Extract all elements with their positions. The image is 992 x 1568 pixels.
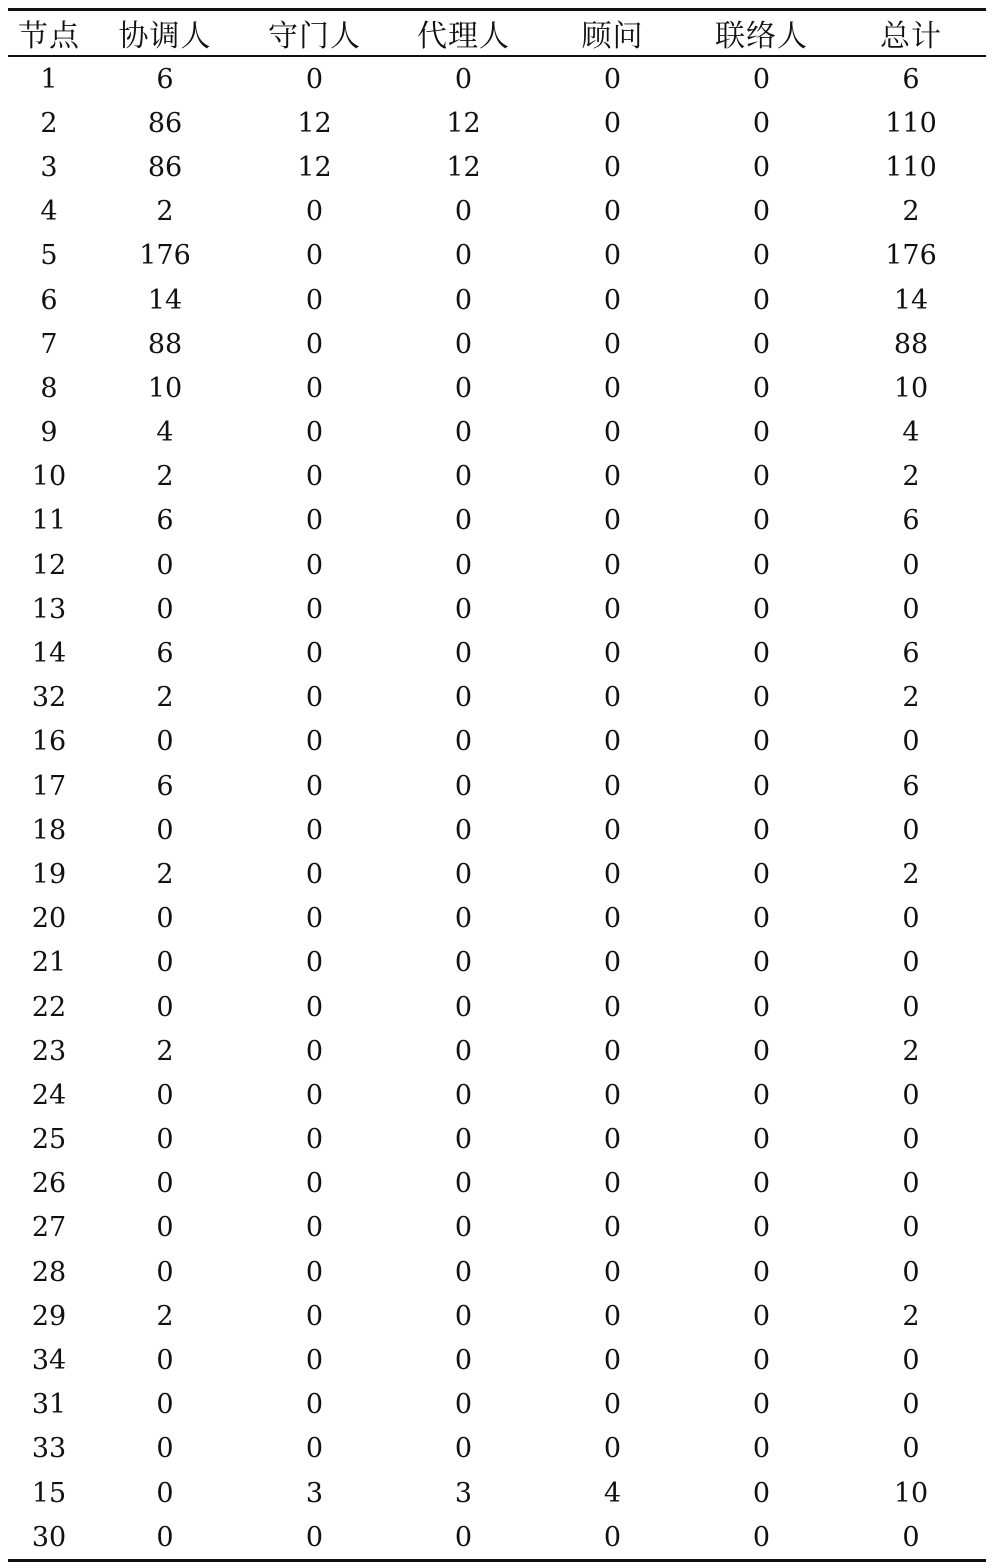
cell-consultant: 0 [603,1433,622,1465]
cell-consultant: 0 [603,638,622,670]
cell-total: 14 [893,284,929,316]
cell-gatekeeper: 0 [305,284,324,316]
cell-node: 17 [31,770,67,802]
table-row [8,1029,986,1073]
cell-total: 0 [902,1168,920,1200]
cell-gatekeeper: 0 [305,858,324,890]
cell-representative: 0 [454,284,473,316]
cell-total: 0 [902,1124,920,1156]
cell-consultant: 0 [603,549,622,581]
cell-gatekeeper: 0 [305,947,324,979]
cell-total: 176 [885,240,937,272]
cell-consultant: 0 [603,903,622,935]
cell-gatekeeper: 0 [305,1345,324,1377]
cell-node: 21 [31,947,67,979]
table-row [8,1073,986,1117]
cell-node: 27 [31,1212,67,1244]
cell-liaison: 0 [752,1256,771,1288]
cell-total: 6 [902,638,920,670]
cell-representative: 0 [454,947,473,979]
cell-node: 25 [31,1124,67,1156]
table-row [8,322,986,366]
cell-node: 15 [31,1477,67,1509]
cell-coordinator: 0 [156,1521,174,1553]
cell-node: 12 [31,549,67,581]
table-row [8,1471,986,1515]
cell-liaison: 0 [752,947,771,979]
cell-total: 0 [902,947,920,979]
cell-coordinator: 0 [156,1212,174,1244]
cell-total: 2 [902,1035,920,1067]
cell-liaison: 0 [752,903,771,935]
cell-coordinator: 86 [147,151,183,183]
cell-coordinator: 4 [156,417,174,449]
cell-representative: 0 [454,682,473,714]
cell-consultant: 0 [603,1124,622,1156]
cell-representative: 0 [454,417,473,449]
cell-gatekeeper: 0 [305,593,324,625]
cell-liaison: 0 [752,638,771,670]
cell-gatekeeper: 0 [305,991,324,1023]
table-row [8,145,986,189]
cell-consultant: 0 [603,372,622,404]
cell-liaison: 0 [752,1477,771,1509]
cell-total: 2 [902,461,920,493]
cell-gatekeeper: 0 [305,196,324,228]
header-representative: 代理人 [417,19,510,54]
cell-gatekeeper: 0 [305,903,324,935]
cell-liaison: 0 [752,107,771,139]
cell-liaison: 0 [752,284,771,316]
cell-gatekeeper: 0 [305,1124,324,1156]
cell-node: 22 [31,991,67,1023]
cell-coordinator: 0 [156,1124,174,1156]
cell-consultant: 0 [603,461,622,493]
cell-liaison: 0 [752,1300,771,1332]
cell-liaison: 0 [752,682,771,714]
cell-gatekeeper: 0 [305,1035,324,1067]
cell-consultant: 0 [603,1521,622,1553]
cell-liaison: 0 [752,461,771,493]
cell-coordinator: 6 [156,505,174,537]
cell-gatekeeper: 0 [305,1300,324,1332]
table-row [8,1427,986,1471]
cell-total: 0 [902,1521,920,1553]
cell-coordinator: 2 [156,461,174,493]
cell-node: 8 [40,372,58,404]
cell-gatekeeper: 0 [305,63,324,95]
cell-representative: 0 [454,726,473,758]
cell-total: 0 [902,726,920,758]
brokerage-role-table-container [8,8,986,1562]
cell-total: 0 [902,593,920,625]
cell-node: 28 [31,1256,67,1288]
table-row [8,587,986,631]
cell-total: 0 [902,1389,920,1421]
cell-liaison: 0 [752,328,771,360]
cell-total: 0 [902,991,920,1023]
header-liaison: 联络人 [715,19,808,54]
cell-total: 10 [893,372,929,404]
cell-coordinator: 6 [156,638,174,670]
cell-total: 2 [902,196,920,228]
cell-coordinator: 86 [147,107,183,139]
table-row [8,897,986,941]
cell-consultant: 0 [603,151,622,183]
cell-total: 0 [902,1079,920,1111]
cell-representative: 0 [454,991,473,1023]
cell-gatekeeper: 0 [305,328,324,360]
table-row [8,985,986,1029]
cell-representative: 0 [454,903,473,935]
table-row [8,1383,986,1427]
cell-total: 110 [885,107,937,139]
cell-coordinator: 0 [156,549,174,581]
cell-node: 26 [31,1168,67,1200]
cell-coordinator: 0 [156,1079,174,1111]
cell-liaison: 0 [752,1212,771,1244]
cell-node: 19 [31,858,67,890]
cell-coordinator: 0 [156,814,174,846]
cell-node: 4 [40,196,58,228]
cell-representative: 0 [454,505,473,537]
cell-node: 9 [40,417,58,449]
cell-representative: 0 [454,858,473,890]
cell-consultant: 0 [603,991,622,1023]
cell-coordinator: 14 [147,284,183,316]
table-row [8,455,986,499]
cell-representative: 0 [454,1212,473,1244]
table-row [8,1294,986,1338]
cell-liaison: 0 [752,770,771,802]
cell-gatekeeper: 0 [305,505,324,537]
cell-gatekeeper: 0 [305,240,324,272]
header-node: 节点 [18,19,80,54]
cell-representative: 0 [454,240,473,272]
cell-total: 0 [902,903,920,935]
cell-representative: 0 [454,196,473,228]
cell-liaison: 0 [752,1168,771,1200]
cell-node: 6 [40,284,58,316]
cell-node: 33 [31,1433,67,1465]
cell-liaison: 0 [752,63,771,95]
cell-representative: 0 [454,1168,473,1200]
table-row [8,941,986,985]
cell-total: 2 [902,682,920,714]
cell-gatekeeper: 12 [297,151,332,183]
cell-coordinator: 0 [156,726,174,758]
cell-coordinator: 0 [156,1256,174,1288]
cell-consultant: 0 [603,328,622,360]
cell-consultant: 0 [603,417,622,449]
cell-consultant: 0 [603,858,622,890]
cell-gatekeeper: 0 [305,726,324,758]
header-total: 总计 [880,19,942,54]
cell-liaison: 0 [752,1389,771,1421]
cell-total: 0 [902,1345,920,1377]
cell-node: 13 [31,593,67,625]
cell-consultant: 4 [603,1477,622,1509]
table-row [8,1162,986,1206]
cell-representative: 0 [454,1521,473,1553]
table-row [8,190,986,234]
header-consultant: 顾问 [581,19,644,54]
cell-consultant: 0 [603,196,622,228]
cell-gatekeeper: 0 [305,638,324,670]
table-header [8,10,986,57]
header-gatekeeper: 守门人 [268,19,361,54]
cell-gatekeeper: 0 [305,770,324,802]
cell-node: 1 [40,63,58,95]
table-row [8,764,986,808]
cell-node: 20 [31,903,67,935]
cell-consultant: 0 [603,63,622,95]
cell-gatekeeper: 0 [305,1256,324,1288]
cell-coordinator: 88 [147,328,183,360]
cell-coordinator: 0 [156,1389,174,1421]
cell-liaison: 0 [752,991,771,1023]
cell-coordinator: 0 [156,1433,174,1465]
cell-node: 16 [31,726,67,758]
cell-consultant: 0 [603,593,622,625]
cell-total: 4 [902,417,920,449]
cell-representative: 0 [454,1389,473,1421]
cell-representative: 0 [454,770,473,802]
cell-total: 2 [902,1300,920,1332]
cell-consultant: 0 [603,1389,622,1421]
table-row [8,278,986,322]
cell-liaison: 0 [752,1521,771,1553]
table-row [8,631,986,675]
header-coordinator: 协调人 [118,19,212,54]
cell-representative: 0 [454,461,473,493]
cell-representative: 3 [454,1477,473,1509]
cell-representative: 0 [454,1079,473,1111]
cell-node: 2 [40,107,58,139]
cell-consultant: 0 [603,1168,622,1200]
cell-liaison: 0 [752,549,771,581]
cell-representative: 0 [454,328,473,360]
cell-consultant: 0 [603,726,622,758]
cell-gatekeeper: 0 [305,682,324,714]
cell-gatekeeper: 0 [305,1433,324,1465]
table-row [8,234,986,278]
cell-consultant: 0 [603,1035,622,1067]
cell-consultant: 0 [603,284,622,316]
cell-node: 34 [31,1345,67,1377]
cell-node: 24 [31,1079,67,1111]
cell-coordinator: 0 [156,1477,174,1509]
cell-coordinator: 2 [156,858,174,890]
cell-liaison: 0 [752,1035,771,1067]
cell-gatekeeper: 0 [305,1079,324,1111]
table-row [8,720,986,764]
cell-consultant: 0 [603,770,622,802]
cell-node: 11 [31,505,67,537]
cell-total: 0 [902,549,920,581]
cell-representative: 0 [454,593,473,625]
table-row [8,499,986,543]
cell-gatekeeper: 0 [305,417,324,449]
table-row [8,1515,986,1561]
table-row [8,676,986,720]
cell-coordinator: 0 [156,903,174,935]
table-row [8,101,986,145]
cell-representative: 0 [454,372,473,404]
cell-liaison: 0 [752,1345,771,1377]
cell-node: 32 [31,682,67,714]
cell-representative: 0 [454,1256,473,1288]
cell-coordinator: 2 [156,1300,174,1332]
cell-consultant: 0 [603,814,622,846]
cell-node: 18 [31,814,67,846]
cell-gatekeeper: 3 [305,1477,324,1509]
table-row [8,1250,986,1294]
cell-coordinator: 0 [156,593,174,625]
table-row [8,1338,986,1382]
cell-node: 10 [31,461,67,493]
cell-node: 23 [31,1035,67,1067]
cell-liaison: 0 [752,1124,771,1156]
cell-representative: 12 [446,107,481,139]
table-row [8,543,986,587]
cell-coordinator: 176 [139,240,191,272]
table-body [8,56,986,1561]
cell-consultant: 0 [603,947,622,979]
cell-liaison: 0 [752,1433,771,1465]
cell-representative: 0 [454,638,473,670]
cell-coordinator: 6 [156,63,174,95]
cell-gatekeeper: 0 [305,372,324,404]
cell-consultant: 0 [603,682,622,714]
cell-consultant: 0 [603,1345,622,1377]
table-row [8,366,986,410]
cell-coordinator: 6 [156,770,174,802]
cell-representative: 12 [446,151,481,183]
cell-total: 2 [902,858,920,890]
cell-liaison: 0 [752,240,771,272]
cell-consultant: 0 [603,1256,622,1288]
cell-liaison: 0 [752,372,771,404]
cell-liaison: 0 [752,151,771,183]
cell-liaison: 0 [752,726,771,758]
cell-gatekeeper: 0 [305,1168,324,1200]
cell-total: 6 [902,770,920,802]
cell-consultant: 0 [603,1300,622,1332]
cell-node: 29 [31,1300,67,1332]
cell-total: 88 [893,328,929,360]
cell-gatekeeper: 0 [305,549,324,581]
cell-node: 7 [40,328,58,360]
cell-coordinator: 10 [147,372,183,404]
header-row [8,10,986,57]
table-row [8,808,986,852]
cell-liaison: 0 [752,593,771,625]
cell-node: 30 [31,1521,67,1553]
cell-node: 31 [31,1389,67,1421]
cell-coordinator: 0 [156,947,174,979]
cell-liaison: 0 [752,196,771,228]
cell-gatekeeper: 12 [297,107,332,139]
cell-liaison: 0 [752,1079,771,1111]
cell-coordinator: 0 [156,1345,174,1377]
cell-coordinator: 0 [156,1168,174,1200]
table-row [8,411,986,455]
cell-liaison: 0 [752,505,771,537]
cell-consultant: 0 [603,505,622,537]
cell-representative: 0 [454,814,473,846]
cell-total: 0 [902,1433,920,1465]
cell-gatekeeper: 0 [305,1389,324,1421]
cell-representative: 0 [454,1433,473,1465]
table-row [8,1206,986,1250]
cell-gatekeeper: 0 [305,814,324,846]
cell-coordinator: 2 [156,196,174,228]
cell-consultant: 0 [603,107,622,139]
cell-gatekeeper: 0 [305,1212,324,1244]
cell-coordinator: 2 [156,1035,174,1067]
cell-total: 10 [893,1477,929,1509]
cell-representative: 0 [454,1035,473,1067]
cell-total: 6 [902,63,920,95]
table-row [8,852,986,896]
cell-consultant: 0 [603,240,622,272]
table-row [8,56,986,101]
cell-liaison: 0 [752,417,771,449]
cell-total: 0 [902,1256,920,1288]
cell-total: 110 [885,151,937,183]
cell-total: 0 [902,814,920,846]
cell-representative: 0 [454,63,473,95]
cell-representative: 0 [454,1345,473,1377]
cell-total: 0 [902,1212,920,1244]
cell-gatekeeper: 0 [305,1521,324,1553]
cell-consultant: 0 [603,1079,622,1111]
cell-node: 5 [40,240,58,272]
cell-liaison: 0 [752,858,771,890]
cell-node: 14 [31,638,67,670]
cell-representative: 0 [454,1300,473,1332]
cell-total: 6 [902,505,920,537]
cell-coordinator: 0 [156,991,174,1023]
cell-representative: 0 [454,549,473,581]
cell-liaison: 0 [752,814,771,846]
cell-gatekeeper: 0 [305,461,324,493]
brokerage-role-table [8,8,986,1562]
cell-node: 3 [40,151,58,183]
cell-consultant: 0 [603,1212,622,1244]
cell-coordinator: 2 [156,682,174,714]
cell-representative: 0 [454,1124,473,1156]
table-row [8,1118,986,1162]
